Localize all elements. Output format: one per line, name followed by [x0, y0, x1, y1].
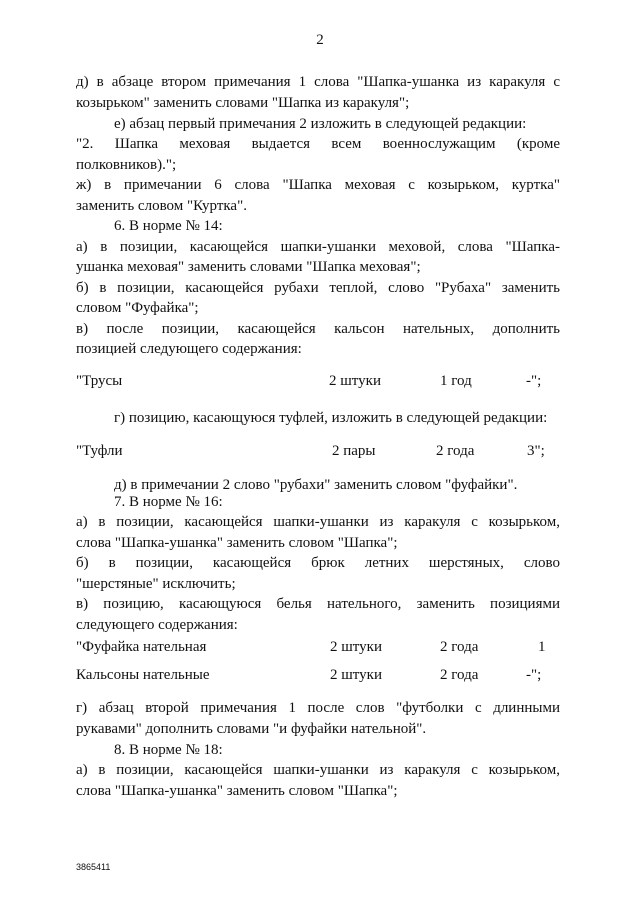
paragraph-line: "шерстяные" исключить;: [76, 576, 236, 592]
paragraph-line: ушанка меховая" заменить словами "Шапка меховая";: [76, 259, 421, 275]
item-name: "Туфли: [76, 443, 123, 459]
paragraph-line: позицией следующего содержания:: [76, 341, 302, 357]
item-extra: 1: [538, 639, 546, 655]
item-extra: -";: [526, 373, 542, 389]
paragraph-line: а) в позиции, касающейся шапки-ушанки из каракуля с козырьком,: [76, 514, 560, 530]
item-period: 2 года: [436, 443, 475, 459]
paragraph-line: г) абзац второй примечания 1 после слов "футболки с длинными: [76, 700, 560, 716]
paragraph-line: рукавами" дополнить словами "и фуфайки нательной".: [76, 721, 427, 737]
item-period: 2 года: [440, 639, 479, 655]
paragraph-line: а) в позиции, касающейся шапки-ушанки меховой, слова "Шапка-: [76, 239, 560, 255]
paragraph-line: е) абзац первый примечания 2 изложить в следующей редакции:: [114, 116, 527, 132]
paragraph-line: козырьком" заменить словами "Шапка из каракуля";: [76, 95, 410, 111]
paragraph-line: полковников).";: [76, 157, 177, 173]
section-heading: 7. В норме № 16:: [114, 494, 223, 510]
paragraph-line: в) после позиции, касающейся кальсон нательных, дополнить: [76, 321, 560, 337]
paragraph-line: слова "Шапка-ушанка" заменить словом "Шапка";: [76, 535, 398, 551]
paragraph-line: б) в позиции, касающейся рубахи теплой, слово "Рубаха" заменить: [76, 280, 560, 296]
paragraph-line: слова "Шапка-ушанка" заменить словом "Шапка";: [76, 783, 398, 799]
paragraph-line: заменить словом "Куртка".: [76, 198, 247, 214]
item-extra: 3";: [527, 443, 545, 459]
section-heading: 6. В норме № 14:: [114, 218, 223, 234]
item-name: Кальсоны нательные: [76, 667, 210, 683]
item-period: 2 года: [440, 667, 479, 683]
paragraph-line: д) в примечании 2 слово "рубахи" заменить словом "фуфайки".: [114, 477, 518, 493]
item-name: "Трусы: [76, 373, 123, 389]
paragraph-line: б) в позиции, касающейся брюк летних шерстяных, слово: [76, 555, 560, 571]
item-qty: 2 штуки: [330, 639, 382, 655]
paragraph-line: "2. Шапка меховая выдается всем военнослужащим (кроме: [76, 136, 560, 152]
paragraph-line: а) в позиции, касающейся шапки-ушанки из каракуля с козырьком,: [76, 762, 560, 778]
page-number: 2: [316, 32, 324, 48]
item-name: "Фуфайка нательная: [76, 639, 207, 655]
paragraph-line: в) позицию, касающуюся белья нательного, заменить позициями: [76, 596, 560, 612]
item-extra: -";: [526, 667, 542, 683]
document-code: 3865411: [76, 862, 111, 872]
item-qty: 2 пары: [332, 443, 376, 459]
item-qty: 2 штуки: [330, 667, 382, 683]
item-period: 1 год: [440, 373, 472, 389]
paragraph-line: следующего содержания:: [76, 617, 238, 633]
paragraph-line: д) в абзаце втором примечания 1 слова "Шапка-ушанка из каракуля с: [76, 74, 560, 90]
item-qty: 2 штуки: [329, 373, 381, 389]
paragraph-line: словом "Фуфайка";: [76, 300, 199, 316]
paragraph-line: ж) в примечании 6 слова "Шапка меховая с козырьком, куртка": [76, 177, 560, 193]
section-heading: 8. В норме № 18:: [114, 742, 223, 758]
paragraph-line: г) позицию, касающуюся туфлей, изложить в следующей редакции:: [114, 410, 548, 426]
